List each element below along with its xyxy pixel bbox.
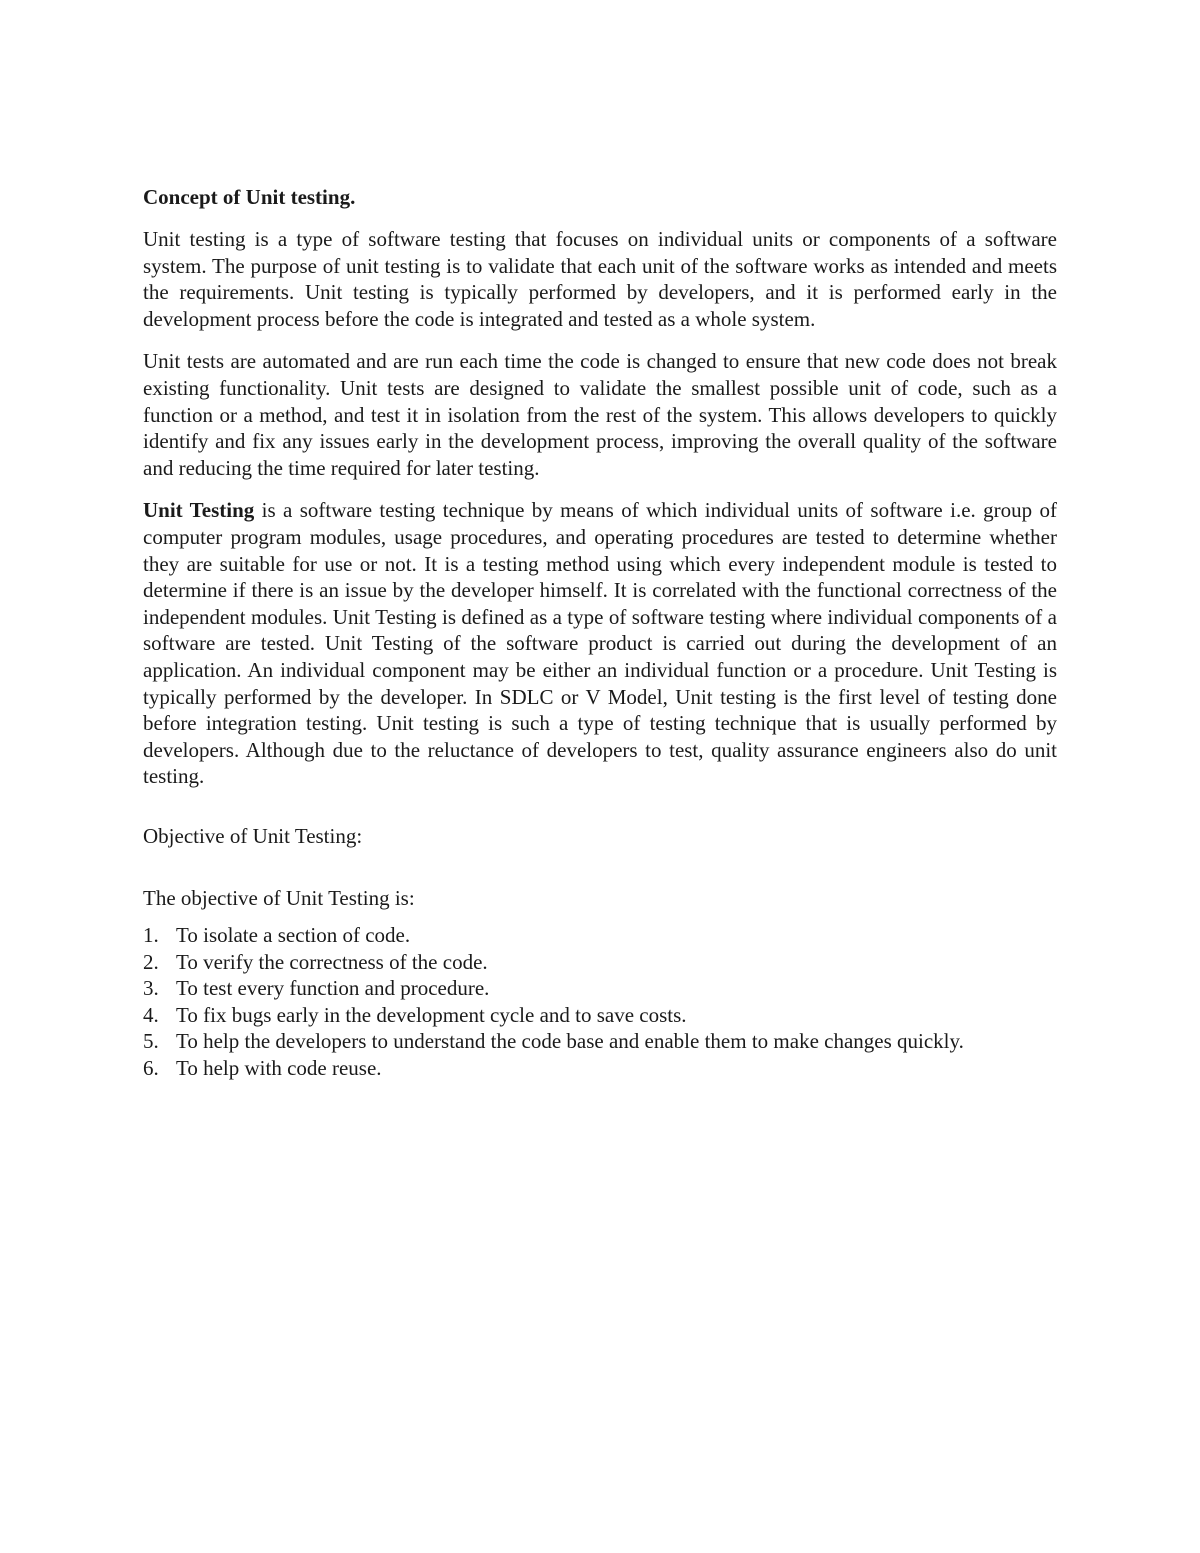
list-item-text: To help the developers to understand the code base and enable them to make changes quickly. [176, 1029, 964, 1054]
definition-lead-term: Unit Testing [143, 498, 255, 523]
list-item [143, 1055, 1057, 1082]
definition-body: is a software testing technique by means of which individual units of software i.e. group of computer program modules, usage procedures, and operating procedures are tested to determine whether they are suitable for use or not. It is a testing method using which every independent module is tested to determine if there is an issue by the developer himself. It is correlated with the functional correctness of the independent modules. Unit Testing is defined as a type of software testing where individual components of a software are tested. Unit Testing of the software product is carried out during the development of an application. An individual component may be either an individual function or a procedure. Unit Testing is typically performed by the developer. In SDLC or V Model, Unit testing is the first level of testing done before integration testing. Unit testing is such a type of testing technique that is usually performed by developers. Although due to the reluctance of developers to test, quality assurance engineers also do unit testing. [143, 498, 1058, 789]
paragraph-intro: Unit testing is a type of software testing that focuses on individual units or components of a software system. The purpose of unit testing is to validate that each unit of the software works as intended and meets the requirements. Unit testing is typically performed by developers, and it is performed early in the development process before the code is integrated and tested as a whole system. [143, 227, 1057, 331]
list-item-text: To verify the correctness of the code. [176, 949, 488, 974]
objective-heading: Objective of Unit Testing: [143, 823, 363, 848]
list-item [143, 1002, 1057, 1029]
list-item [143, 1028, 1057, 1055]
document-title: Concept of Unit testing. [143, 185, 356, 209]
list-item-text: To isolate a section of code. [176, 923, 411, 948]
list-item [143, 949, 1057, 976]
list-item-number: 1. [143, 923, 159, 948]
objective-list [143, 922, 1057, 1082]
list-item [143, 922, 1057, 949]
list-item-number: 6. [143, 1056, 159, 1081]
paragraph-definition [143, 497, 1057, 790]
list-item [143, 975, 1057, 1002]
list-item-number: 5. [143, 1029, 159, 1054]
list-item-number: 3. [143, 976, 159, 1001]
list-item-number: 4. [143, 1002, 159, 1027]
list-item-text: To test every function and procedure. [176, 976, 490, 1001]
list-item-text: To help with code reuse. [176, 1056, 382, 1081]
list-item-number: 2. [143, 949, 159, 974]
paragraph-automation: Unit tests are automated and are run each time the code is changed to ensure that new code does not break existing functionality. Unit tests are designed to validate the smallest possible unit of code, such as a function or a method, and test it in isolation from the rest of the system. This allows developers to quickly identify and fix any issues early in the development process, improving the overall quality of the software and reducing the time required for later testing. [143, 349, 1057, 480]
document-page [143, 182, 1057, 1082]
objective-intro: The objective of Unit Testing is: [143, 886, 415, 911]
list-item-text: To fix bugs early in the development cycle and to save costs. [176, 1002, 687, 1027]
